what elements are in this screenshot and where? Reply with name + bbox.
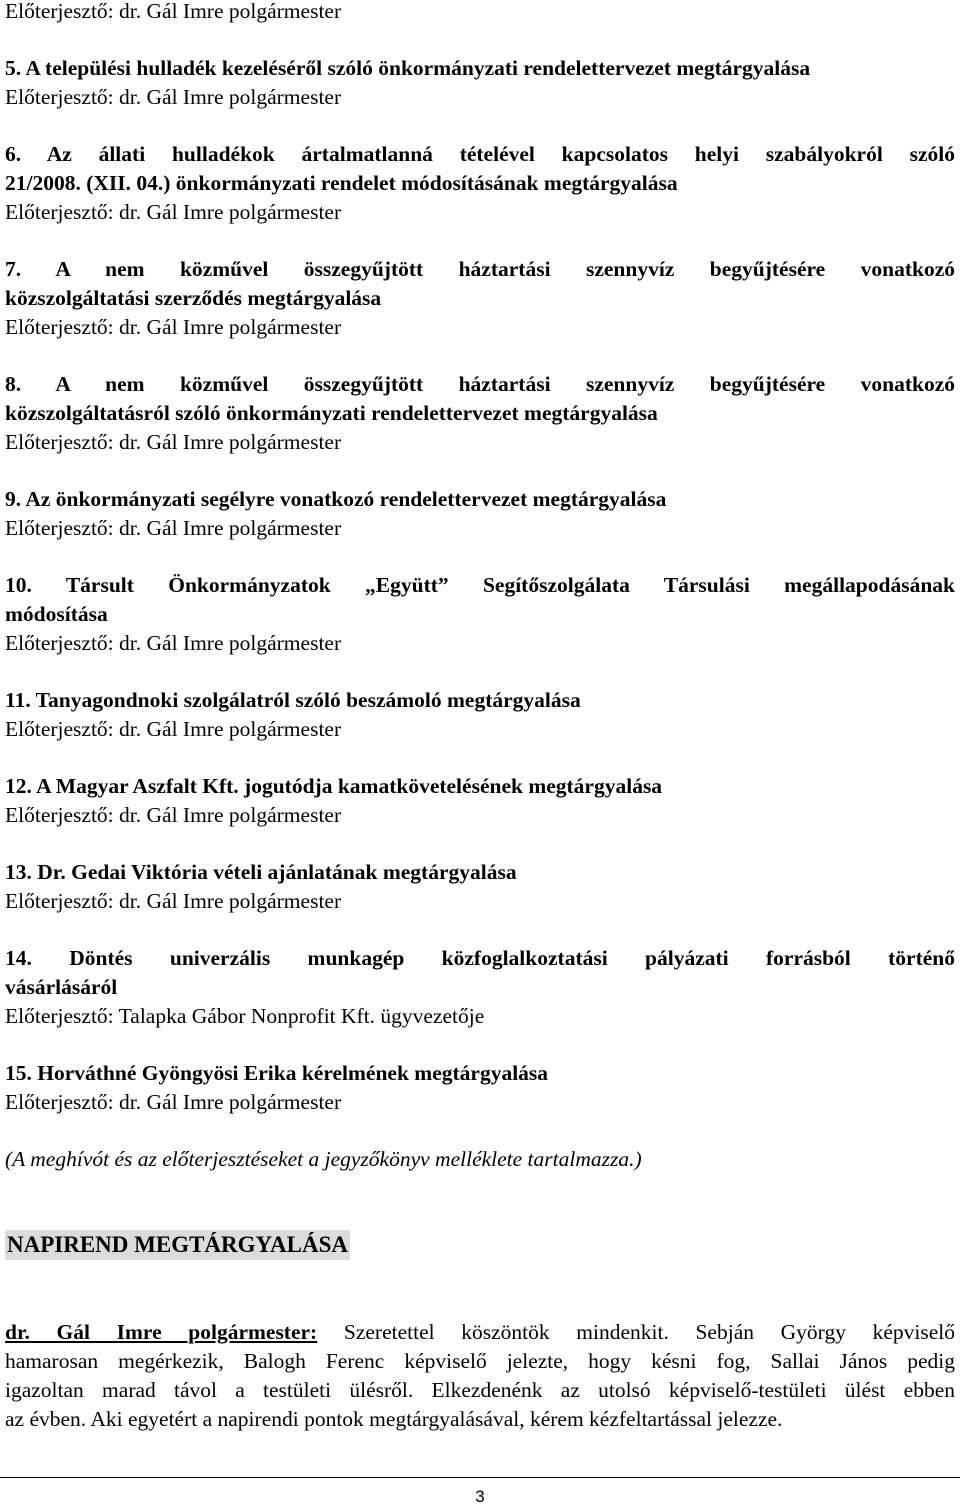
- speech-line: az évben. Aki egyetért a napirendi pontok megtárgyalásával, kérem kézfeltartással jelezze.: [5, 1407, 783, 1431]
- spacer: [5, 543, 955, 571]
- agenda-item-presenter: Előterjesztő: dr. Gál Imre polgármester: [5, 516, 342, 540]
- agenda-item-title-line: 9. Az önkormányzati segélyre vonatkozó rendelettervezet megtárgyalása: [5, 487, 667, 511]
- agenda-item-title-line: 7. A nem közművel összegyűjtött háztartási szennyvíz begyűjtésére vonatkozó: [5, 257, 955, 281]
- agenda-item-title-line: 21/2008. (XII. 04.) önkormányzati rendelet módosításának megtárgyalása: [5, 171, 678, 195]
- agenda-item-presenter: Előterjesztő: dr. Gál Imre polgármester: [5, 85, 342, 109]
- spacer: [5, 744, 955, 772]
- speech-line: hamarosan megérkezik, Balogh Ferenc képviselő jelezte, hogy késni fog, Sallai János pedig: [5, 1349, 955, 1373]
- agenda-item-presenter: Előterjesztő: dr. Gál Imre polgármester: [5, 717, 342, 741]
- agenda-item-title-line: 6. Az állati hulladékok ártalmatlanná tételével kapcsolatos helyi szabályokról szóló: [5, 142, 955, 166]
- footer-rule: [0, 1477, 960, 1478]
- spacer: [5, 112, 955, 140]
- spacer: [5, 1117, 955, 1145]
- agenda-item-title-line: 8. A nem közművel összegyűjtött háztartási szennyvíz begyűjtésére vonatkozó: [5, 372, 955, 396]
- spacer: [5, 1174, 955, 1230]
- section-heading: NAPIREND MEGTÁRGYALÁSA: [5, 1230, 350, 1260]
- agenda-item-title-line: módosítása: [5, 602, 108, 626]
- speech-line: [5, 1318, 955, 1347]
- spacer: [5, 916, 955, 944]
- agenda-item: [5, 140, 955, 255]
- agenda-item-presenter: Előterjesztő: dr. Gál Imre polgármester: [5, 803, 342, 827]
- agenda-list: [5, 54, 955, 1145]
- agenda-item-title-line: 11. Tanyagondnoki szolgálatról szóló beszámoló megtárgyalása: [5, 688, 581, 712]
- agenda-item-title-line: 12. A Magyar Aszfalt Kft. jogutódja kamatkövetelésének megtárgyalása: [5, 774, 663, 798]
- agenda-item: [5, 686, 955, 772]
- agenda-item-title-line: közszolgáltatási szerződés megtárgyalása: [5, 286, 382, 310]
- document-page: [5, 0, 955, 1434]
- agenda-item-presenter: Előterjesztő: dr. Gál Imre polgármester: [5, 200, 342, 224]
- agenda-item: [5, 571, 955, 686]
- agenda-item: [5, 772, 955, 858]
- agenda-item: [5, 1059, 955, 1145]
- attachment-note: (A meghívót és az előterjesztéseket a jegyzőkönyv melléklete tartalmazza.): [5, 1147, 642, 1171]
- agenda-item-presenter: Előterjesztő: Talapka Gábor Nonprofit Kft. ügyvezetője: [5, 1004, 485, 1028]
- agenda-item-presenter: Előterjesztő: dr. Gál Imre polgármester: [5, 631, 342, 655]
- agenda-item: [5, 255, 955, 370]
- agenda-item: [5, 944, 955, 1059]
- spacer: [5, 26, 955, 54]
- speech-text: Szeretettel köszöntök mindenkit. Sebján György képviselő: [317, 1320, 955, 1344]
- spacer: [5, 457, 955, 485]
- agenda-item-title-line: 10. Társult Önkormányzatok „Együtt” Segítőszolgálata Társulási megállapodásának: [5, 573, 955, 597]
- agenda-item-title-line: 15. Horváthné Gyöngyösi Erika kérelmének megtárgyalása: [5, 1061, 549, 1085]
- agenda-item-presenter: Előterjesztő: dr. Gál Imre polgármester: [5, 315, 342, 339]
- spacer: [5, 830, 955, 858]
- agenda-item-title-line: 5. A települési hulladék kezeléséről szóló önkormányzati rendelettervezet megtárgyalása: [5, 56, 811, 80]
- spacer: [5, 227, 955, 255]
- top-presenter: Előterjesztő: dr. Gál Imre polgármester: [5, 0, 342, 23]
- agenda-item: [5, 858, 955, 944]
- spacer: [5, 658, 955, 686]
- section-heading-wrap: [5, 1230, 955, 1260]
- speaker-name: dr. Gál Imre polgármester:: [5, 1320, 318, 1344]
- agenda-item: [5, 485, 955, 571]
- agenda-item: [5, 370, 955, 485]
- agenda-item-presenter: Előterjesztő: dr. Gál Imre polgármester: [5, 430, 342, 454]
- speech-line: igazoltan marad távol a testületi ülésről. Elkezdenénk az utolsó képviselő-testületi ülést ebben: [5, 1378, 955, 1402]
- agenda-item-title-line: 14. Döntés univerzális munkagép közfoglalkoztatási pályázati forrásból történő: [5, 946, 955, 970]
- agenda-item-title-line: közszolgáltatásról szóló önkormányzati rendelettervezet megtárgyalása: [5, 401, 658, 425]
- spacer: [5, 1031, 955, 1059]
- agenda-item-presenter: Előterjesztő: dr. Gál Imre polgármester: [5, 889, 342, 913]
- agenda-item-title-line: 13. Dr. Gedai Viktória vételi ajánlatának megtárgyalása: [5, 860, 517, 884]
- agenda-item-title-line: vásárlásáról: [5, 975, 118, 999]
- speech-paragraph: [5, 1318, 955, 1434]
- spacer: [5, 342, 955, 370]
- agenda-item: [5, 54, 955, 140]
- spacer: [5, 1260, 955, 1318]
- agenda-item-presenter: Előterjesztő: dr. Gál Imre polgármester: [5, 1090, 342, 1114]
- page-number: 3: [475, 1487, 485, 1506]
